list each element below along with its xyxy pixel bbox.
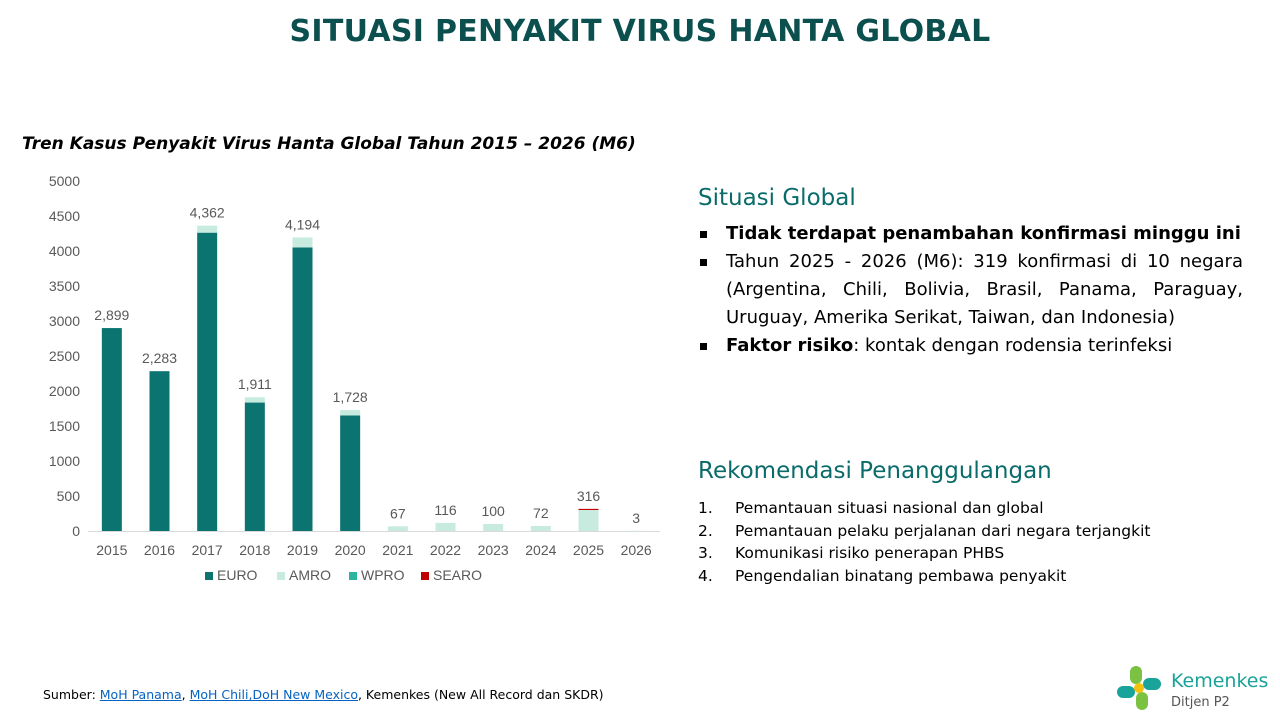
kemenkes-logo-icon (1113, 664, 1165, 714)
data-label: 67 (390, 505, 406, 522)
data-label: 1,728 (332, 389, 368, 406)
bar-euro (245, 403, 265, 531)
bar-amro (245, 397, 265, 402)
recommendation-item: 3. Komunikasi risiko penerapan PHBS (698, 544, 1005, 562)
data-label: 4,362 (189, 204, 225, 221)
legend-swatch-searo (421, 572, 429, 580)
legend-label-wpro: WPRO (361, 567, 405, 583)
bar-amro (293, 237, 313, 247)
hanta-trend-chart (30, 168, 670, 600)
recommendation-item: 4. Pengendalian binatang pembawa penyakit (698, 566, 1067, 585)
global-bullets (698, 220, 1243, 360)
bar-amro (483, 524, 503, 531)
bar-amro (340, 410, 360, 415)
bar-amro (197, 226, 217, 233)
kemenkes-logo (1113, 664, 1273, 714)
y-tick-label: 1500 (48, 418, 80, 434)
bar-amro (626, 531, 646, 532)
x-tick-label: 2022 (429, 542, 462, 558)
y-tick-label: 5000 (48, 173, 80, 189)
global-bullet: Tidak terdapat penambahan konfirmasi minggu ini (698, 220, 1243, 248)
data-label: 72 (533, 504, 549, 521)
bar-amro (531, 526, 551, 531)
x-tick-label: 2026 (620, 542, 652, 558)
x-tick-label: 2016 (143, 542, 176, 558)
bar-amro (388, 526, 408, 531)
bar-amro (436, 523, 456, 531)
recommendation-item: 1. Pemantauan situasi nasional dan global (698, 499, 1044, 517)
recommendation-heading: Rekomendasi Penanggulangan (698, 458, 1052, 484)
page-title: SITUASI PENYAKIT VIRUS HANTA GLOBAL (289, 14, 991, 49)
x-tick-label: 2024 (525, 542, 557, 558)
global-bullet: Tahun 2025 - 2026 (M6): 319 konfirmasi di 10 negara (Argentina, Chili, Bolivia, Brasil, Panama, Paraguay, Uruguay, Amerika Serikat, Taiwan, dan Indonesia) (698, 248, 1243, 332)
y-tick-label: 2500 (48, 348, 80, 364)
legend-swatch-wpro (349, 572, 357, 580)
logo-subtitle: Ditjen P2 (1171, 695, 1230, 710)
bar-euro (150, 371, 170, 531)
x-tick-label: 2017 (191, 542, 223, 558)
y-tick-label: 0 (72, 523, 80, 539)
bar-euro (293, 248, 313, 532)
source-note: Sumber: MoH Panama, MoH Chili,DoH New Mexico, Kemenkes (New All Record dan SKDR) (43, 687, 604, 702)
y-tick-label: 4500 (48, 208, 80, 224)
bar-searo (579, 509, 599, 510)
x-tick-label: 2018 (239, 542, 271, 558)
legend-swatch-euro (205, 572, 213, 580)
bar-euro (340, 416, 360, 532)
bar-amro (579, 510, 599, 531)
y-tick-label: 3500 (48, 278, 80, 294)
legend-swatch-amro (277, 572, 285, 580)
global-heading: Situasi Global (698, 185, 856, 211)
y-tick-label: 4000 (48, 243, 80, 259)
recommendation-list (698, 497, 1151, 587)
source-link-moh-panama[interactable]: MoH Panama (99, 687, 182, 702)
recommendation-item: 2. Pemantauan pelaku perjalanan dari negara terjangkit (698, 521, 1151, 540)
x-tick-label: 2019 (286, 542, 319, 558)
data-label: 4,194 (284, 216, 321, 233)
y-tick-label: 3000 (48, 313, 80, 329)
logo-name: Kemenkes (1171, 670, 1269, 692)
data-label: 316 (576, 487, 601, 504)
y-tick-label: 1000 (48, 453, 80, 469)
chart-title: Tren Kasus Penyakit Virus Hanta Global Tahun 2015 – 2026 (M6) (22, 134, 636, 154)
x-tick-label: 2020 (334, 542, 366, 558)
data-label: 1,911 (237, 376, 272, 393)
bar-euro (102, 328, 122, 531)
data-label: 2,899 (94, 307, 130, 324)
data-label: 116 (434, 501, 457, 518)
data-label: 2,283 (141, 350, 178, 367)
legend-label-searo: SEARO (433, 567, 483, 583)
x-tick-label: 2025 (572, 542, 605, 558)
global-bullet: Faktor risiko: kontak dengan rodensia terinfeksi (698, 332, 1243, 360)
data-label: 3 (632, 509, 641, 526)
x-tick-label: 2023 (477, 542, 509, 558)
data-label: 100 (481, 503, 505, 519)
y-tick-label: 500 (56, 488, 80, 504)
x-tick-label: 2015 (96, 542, 128, 558)
bar-euro (197, 233, 217, 531)
x-tick-label: 2021 (382, 542, 414, 558)
source-link-moh-chili[interactable]: MoH Chili,DoH New Mexico (189, 687, 358, 702)
y-tick-label: 2000 (48, 383, 80, 399)
legend-label-amro: AMRO (289, 567, 331, 583)
legend-label-euro: EURO (217, 567, 258, 583)
